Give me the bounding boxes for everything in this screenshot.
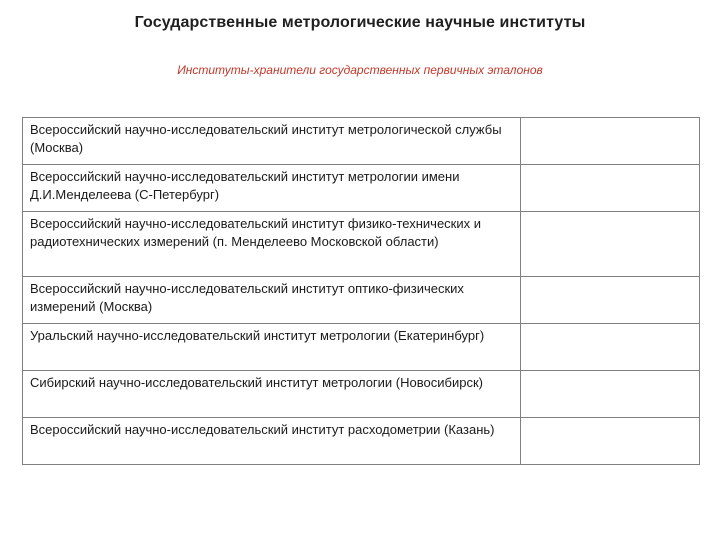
institute-name-cell: Всероссийский научно-исследовательский институт расходометрии (Казань) bbox=[23, 418, 521, 465]
page-title: Государственные метрологические научные институты bbox=[134, 14, 586, 31]
table-row bbox=[23, 118, 700, 165]
institute-name-cell: Всероссийский научно-исследовательский институт метрологической службы (Москва) bbox=[23, 118, 521, 165]
table-row bbox=[23, 324, 700, 371]
table-row bbox=[23, 165, 700, 212]
institute-name-cell: Уральский научно-исследовательский институт метрологии (Екатеринбург) bbox=[23, 324, 521, 371]
table-row bbox=[23, 277, 700, 324]
institute-name-cell: Сибирский научно-исследовательский институт метрологии (Новосибирск) bbox=[23, 371, 521, 418]
table-row bbox=[23, 212, 700, 277]
institute-name-cell: Всероссийский научно-исследовательский институт метрологии имени Д.И.Менделеева (С-Петербург) bbox=[23, 165, 521, 212]
empty-cell bbox=[521, 165, 700, 212]
table-row bbox=[23, 371, 700, 418]
institute-name-cell: Всероссийский научно-исследовательский институт физико-технических и радиотехнических измерений (п. Менделеево Московской области) bbox=[23, 212, 521, 277]
institutes-table bbox=[22, 117, 700, 465]
institute-name-cell: Всероссийский научно-исследовательский институт оптико-физических измерений (Москва) bbox=[23, 277, 521, 324]
empty-cell bbox=[521, 212, 700, 277]
empty-cell bbox=[521, 418, 700, 465]
page-subtitle: Институты-хранители государственных первичных эталонов bbox=[177, 63, 543, 77]
empty-cell bbox=[521, 118, 700, 165]
empty-cell bbox=[521, 324, 700, 371]
empty-cell bbox=[521, 371, 700, 418]
table-row bbox=[23, 418, 700, 465]
empty-cell bbox=[521, 277, 700, 324]
